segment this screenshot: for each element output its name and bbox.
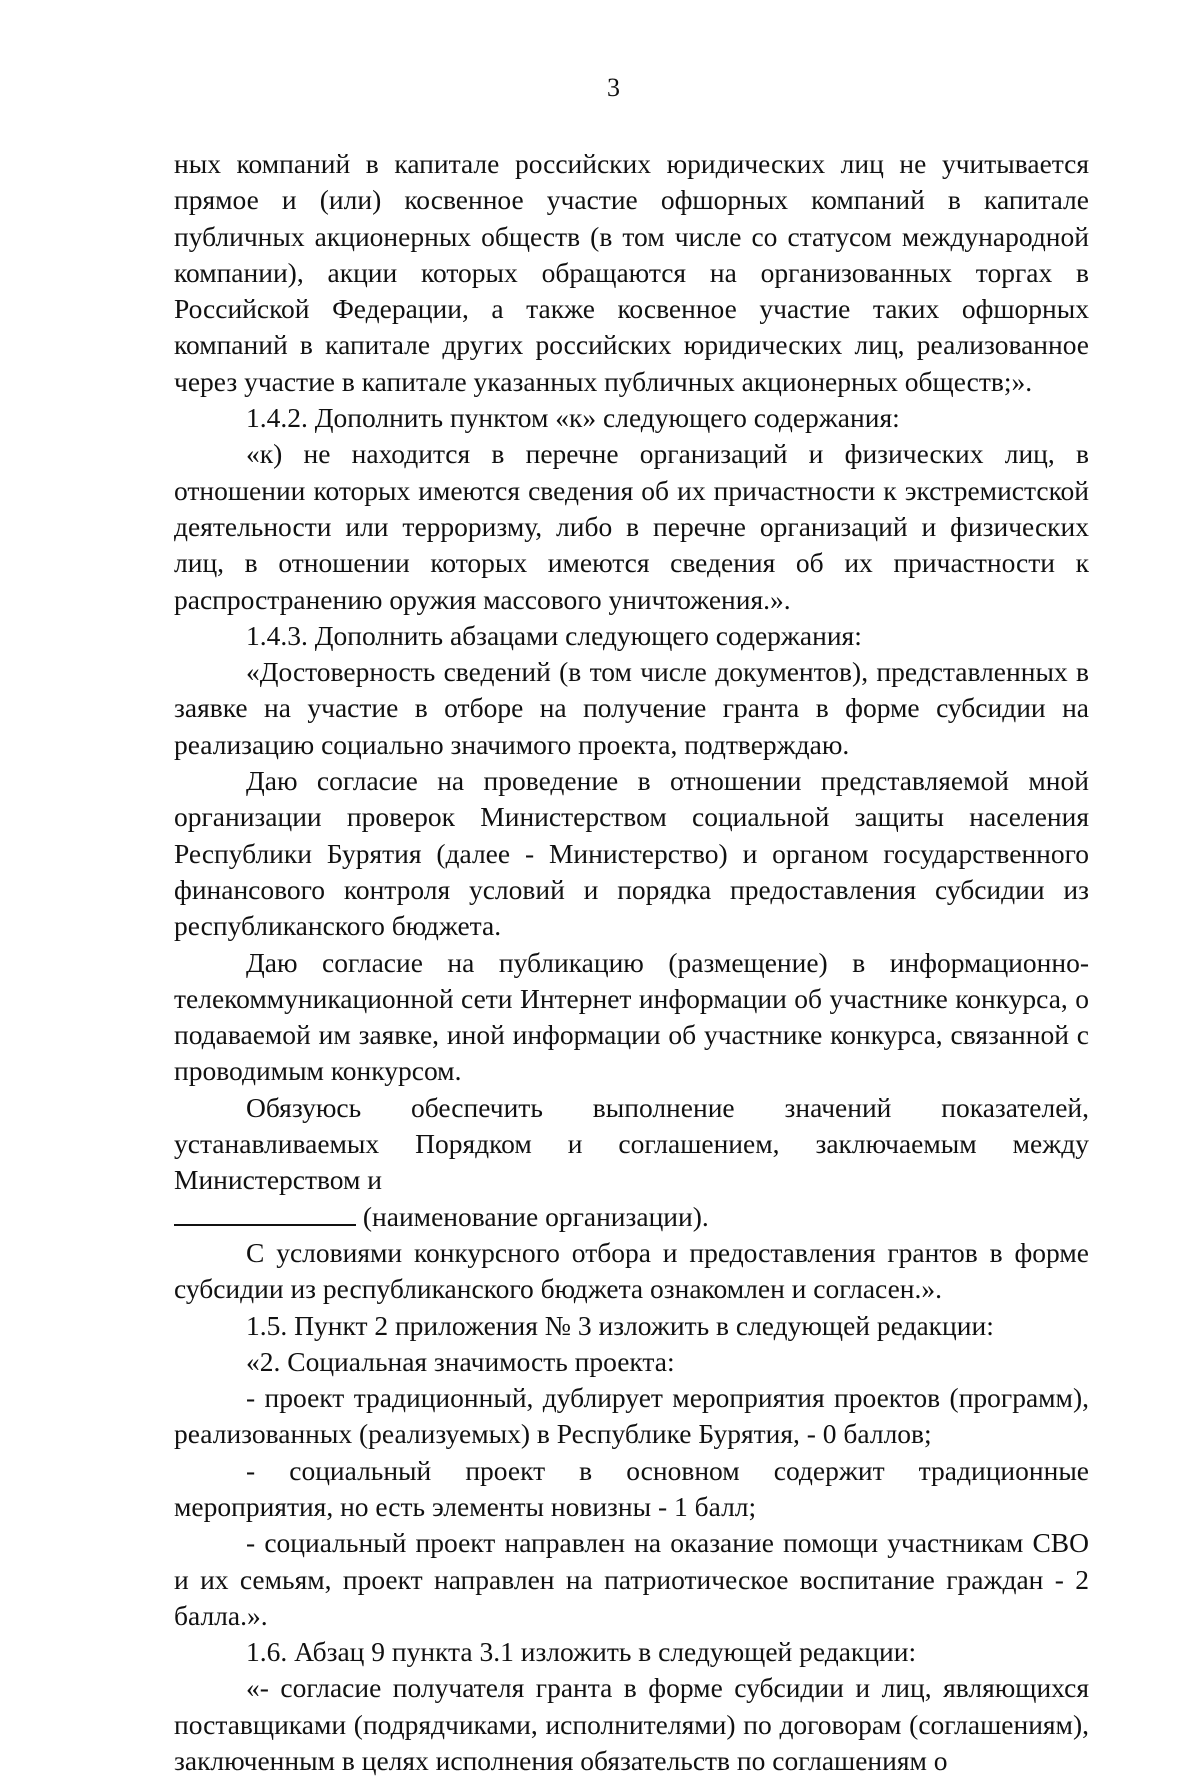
- paragraph-conditions: С условиями конкурсного отбора и предоставления грантов в форме субсидии из республиканского бюджета ознакомлен и согласен.».: [174, 1236, 1089, 1305]
- paragraph-social-significance: «2. Социальная значимость проекта:: [246, 1345, 675, 1377]
- paragraph-1-4-2: 1.4.2. Дополнить пунктом «к» следующего содержания:: [246, 402, 900, 434]
- paragraph-consent-publication: Даю согласие на публикацию (размещение) в информационно-телекоммуникационной сети Интернет информации об участнике конкурса, о подаваемой им заявке, иной информации об участнике конкурса, связанной с проводимым конкурсом.: [174, 946, 1089, 1087]
- signature-blank-line: [174, 1202, 356, 1226]
- paragraph-1-6: 1.6. Абзац 9 пункта 3.1 изложить в следующей редакции:: [246, 1636, 917, 1668]
- paragraph-consent-checks: Даю согласие на проведение в отношении представляемой мной организации проверок Министерством социальной защиты населения Республики Бурятия (далее - Министерство) и органом государственного финансового контроля условий и порядка предоставления субсидии из республиканского бюджета.: [174, 765, 1089, 942]
- paragraph-point-k: «к) не находится в перечне организаций и физических лиц, в отношении которых имеются сведения об их причастности к экстремистской деятельности или терроризму, либо в перечне организаций и физических лиц, в отношении которых имеются сведения об их причастности к распространению оружия массового уничтожения.».: [174, 438, 1089, 615]
- list-item-2-points: - социальный проект направлен на оказание помощи участникам СВО и их семьям, проект направлен на патриотическое воспитание граждан - 2 балла.».: [174, 1527, 1089, 1631]
- list-item-1-point: - социальный проект в основном содержит традиционные мероприятия, но есть элементы новизны - 1 балл;: [174, 1454, 1089, 1522]
- paragraph-obligation: Обязуюсь обеспечить выполнение значений показателей, устанавливаемых Порядком и соглашением, заключаемым между Министерством и: [174, 1091, 1089, 1196]
- paragraph-organization-blank: [174, 1199, 1089, 1235]
- paragraph-reliability: «Достоверность сведений (в том числе документов), представленных в заявке на участие в отборе на получение гранта в форме субсидии на реализацию социально значимого проекта, подтверждаю.: [174, 656, 1089, 760]
- page-number: 3: [607, 73, 620, 102]
- paragraph-offshore-continuation: ных компаний в капитале российских юридических лиц не учитывается прямое и (или) косвенное участие офшорных компаний в капитале публичных акционерных обществ (в том числе со статусом международной компании), акции которых обращаются на организованных торгах в Российской Федерации, а также косвенное участие таких офшорных компаний в капитале других российских юридических лиц, реализованное через участие в капитале указанных публичных акционерных обществ;».: [174, 148, 1089, 397]
- list-item-0-points: - проект традиционный, дублирует мероприятия проектов (программ), реализованных (реализуемых) в Республике Бурятия, - 0 баллов;: [174, 1382, 1089, 1450]
- paragraph-recipient-consent: «- согласие получателя гранта в форме субсидии и лиц, являющихся поставщиками (подрядчиками, исполнителями) по договорам (соглашениям), заключенным в целях исполнения обязательств по соглашениям о: [174, 1672, 1089, 1777]
- paragraph-1-5: 1.5. Пункт 2 приложения № 3 изложить в следующей редакции:: [246, 1309, 994, 1341]
- document-body: [174, 146, 1089, 1779]
- organization-name-caption: (наименование организации).: [356, 1200, 709, 1232]
- paragraph-1-4-3: 1.4.3. Дополнить абзацами следующего содержания:: [246, 619, 862, 651]
